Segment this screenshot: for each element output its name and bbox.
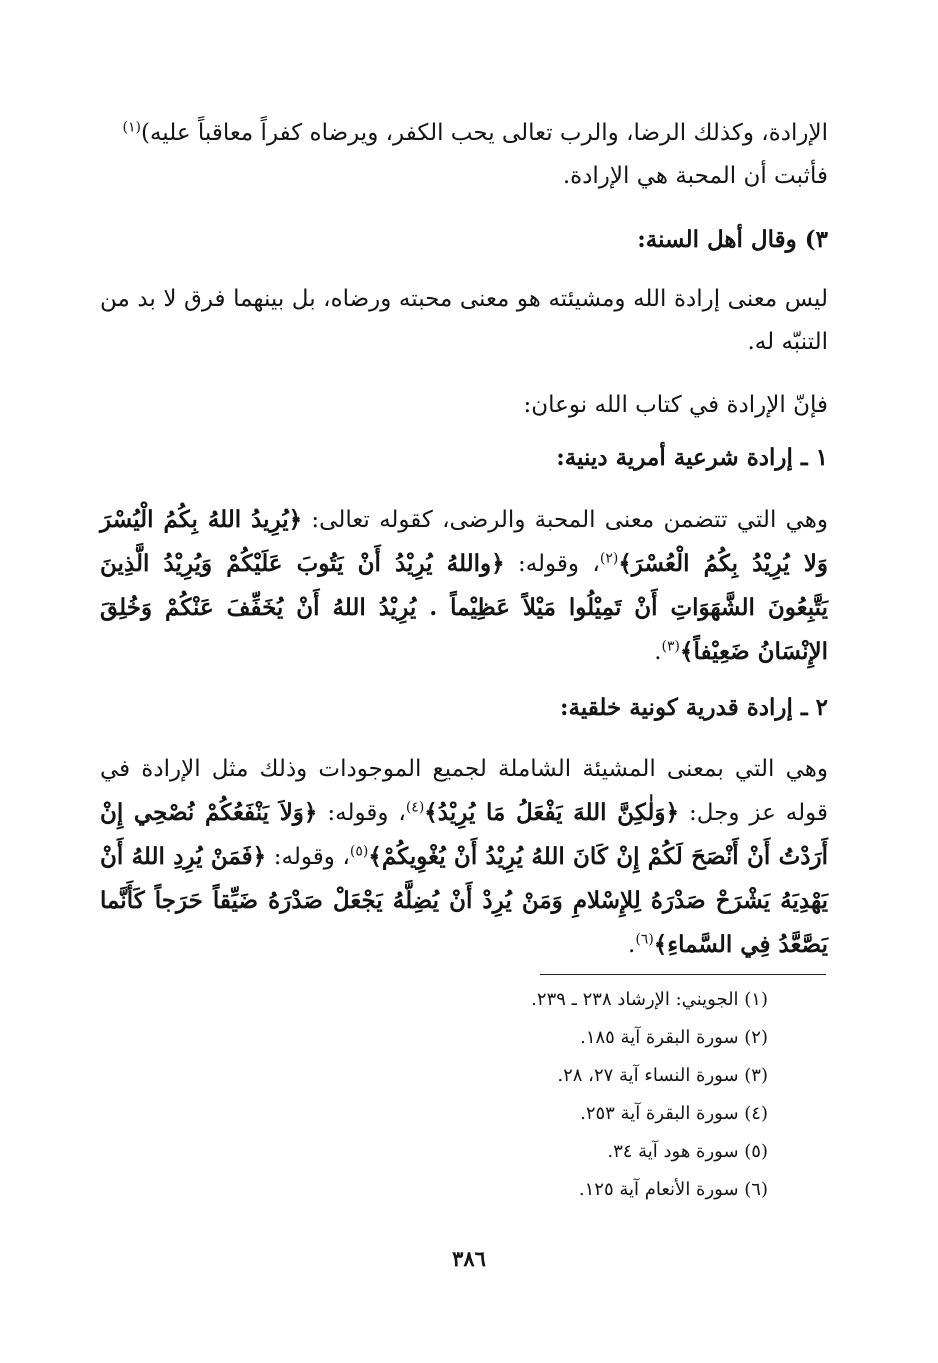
footnote-2: (٢) سورة البقرة آية ١٨٥.	[580, 1027, 768, 1048]
type1-intro: وهي التي تتضمن معنى المحبة والرضى، كقوله تعالى:	[302, 507, 828, 533]
footnote-4: (٤) سورة البقرة آية ٢٥٣.	[580, 1103, 768, 1124]
footnote-6: (٦) سورة الأنعام آية ١٢٥.	[578, 1179, 768, 1200]
intro-text-line1: الإرادة، وكذلك الرضا، والرب تعالى يحب الكفر، ويرضاه كفراً معاقباً عليه)	[140, 120, 828, 146]
footnote-ref-6[interactable]: (٦)	[635, 931, 654, 948]
type2-connector-2: ، وقوله:	[266, 844, 350, 870]
paragraph-type-2	[100, 748, 828, 967]
footnote-5: (٥) سورة هود آية ٣٤.	[607, 1141, 768, 1162]
quran-verse-2: ﴿واللهُ يُرِيْدُ أَنْ يَتُوبَ عَلَيْكُمْ وَيُرِيْدُ الَّذِينَ يَتَّبِعُونَ الشَّهَوَاتِ أَنْ تَمِيْلُوا مَيْلاً عَظِيْماً . يُرِيْدُ اللهُ أَنْ يُخَفِّفَ عَنْكُمْ وَخُلِقَ الإِنْسَانُ ضَعِيْفاً﴾	[100, 550, 828, 665]
footnote-ref-1[interactable]: (١)	[122, 119, 141, 136]
paragraph-type-1	[100, 498, 828, 674]
quran-verse-3: ﴿وَلٰكِنَّ اللهَ يَفْعَلُ مَا يُرِيْدُ﴾	[424, 799, 679, 826]
heading-type-1: ١ ـ إرادة شرعية أمرية دينية:	[556, 444, 828, 471]
quran-verse-5: ﴿فَمَنْ يُرِدِ اللهُ أَنْ يَهْدِيَهُ يَشْرَحْ صَدْرَهُ لِلإِسْلامِ وَمَنْ يُرِدْ أَنْ يُضِلَّهُ يَجْعَلْ صَدْرَهُ ضَيِّقاً حَرَجاً كَأَنَّما يَصَّعَّدُ فِي السَّماءِ﴾	[100, 843, 828, 958]
type2-end: .	[628, 932, 636, 958]
paragraph-intro	[100, 112, 828, 198]
type1-connector: ، وقوله:	[504, 551, 600, 577]
footnote-ref-5[interactable]: (٥)	[349, 843, 369, 860]
paragraph-two-types: فإنّ الإرادة في كتاب الله نوعان:	[523, 392, 828, 418]
page-number: ٣٨٦	[452, 1246, 486, 1271]
heading-ahl-al-sunna: ٣) وقال أهل السنة:	[637, 226, 828, 253]
paragraph-distinction: ليس معنى إرادة الله ومشيئته هو معنى محبته ورضاه، بل بينهما فرق لا بد من التنبّه له.	[100, 286, 828, 355]
type2-connector-1: ، وقوله:	[317, 800, 406, 826]
heading-type-2: ٢ ـ إرادة قدرية كونية خلقية:	[560, 694, 828, 721]
quran-verse-4: ﴿وَلاَ يَنْفَعُكُمْ نُصْحِي إِنْ أَرَدْتُ أَنْ أَنْصَحَ لَكُمْ إِنْ كَانَ اللهُ يُرِيْدُ أَنْ يُغْوِيكُمْ﴾	[100, 799, 828, 870]
footnote-1: (١) الجويني: الإرشاد ٢٣٨ ـ ٢٣٩.	[531, 989, 768, 1010]
type2-intro: وهي التي بمعنى المشيئة الشاملة لجميع الموجودات وذلك مثل الإرادة في قوله عز وجل:	[100, 756, 828, 826]
footnote-ref-3[interactable]: (٣)	[661, 638, 680, 655]
footnote-3: (٣) سورة النساء آية ٢٧، ٢٨.	[557, 1065, 768, 1086]
type1-end: .	[654, 639, 662, 665]
footnote-divider	[540, 974, 826, 975]
footnote-ref-4[interactable]: (٤)	[405, 799, 425, 816]
intro-text-line2: فأثبت أن المحبة هي الإرادة.	[562, 163, 828, 189]
footnote-ref-2[interactable]: (٢)	[599, 550, 619, 567]
quran-verse-1: ﴿يُرِيدُ اللهُ بِكُمُ الْيُسْرَ وَلا يُرِيْدُ بِكُمُ الْعُسْرَ﴾	[100, 506, 828, 577]
